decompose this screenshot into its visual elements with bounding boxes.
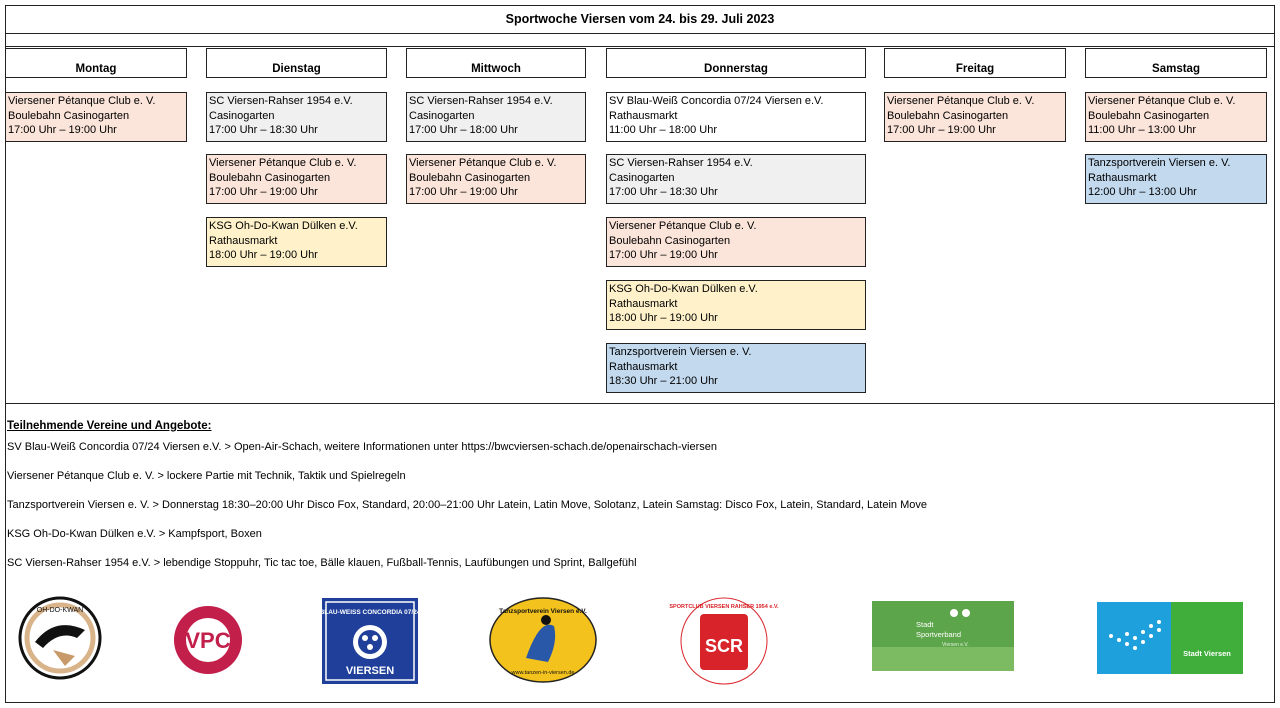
event-place: Boulebahn Casinogarten [409,171,531,184]
dance-logo-bottom-text: www.tanzen-in-viersen.de [511,670,575,676]
verband-line2: Sportverband [916,630,962,639]
event-club: Viersener Pétanque Club e. V. [887,95,1035,107]
sport-association-logo [872,601,1014,671]
event-time: 17:00 Uhr – 18:30 Uhr [609,186,718,198]
event-time: 11:00 Uhr – 18:00 Uhr [609,124,718,136]
event-card [884,92,1066,142]
event-time: 12:00 Uhr – 13:00 Uhr [1088,186,1197,198]
event-place: Casinogarten [409,109,475,122]
event-club: SC Viersen-Rahser 1954 e.V. [409,95,553,107]
martial-arts-logo-text: OH-DO-KWAN [36,607,84,614]
event-card [606,217,866,267]
info-line: SC Viersen-Rahser 1954 e.V. > lebendige Stoppuhr, Tic tac toe, Bälle klauen, Fußball-Tennis, Laufübungen und Sprint, Ballgefühl [7,557,637,569]
event-place: Boulebahn Casinogarten [8,109,130,122]
info-heading: Teilnehmende Vereine und Angebote: [7,420,212,432]
martial-arts-logo [15,596,105,680]
event-card [606,280,866,330]
event-place: Casinogarten [209,109,275,122]
event-time: 11:00 Uhr – 13:00 Uhr [1088,124,1197,136]
info-line: Viersener Pétanque Club e. V. > lockere Partie mit Technik, Taktik und Spielregeln [7,470,406,482]
event-card [606,154,866,204]
event-club: Tanzsportverein Viersen e. V. [609,346,752,358]
verband-line3: Viersen e.V. [942,642,969,648]
event-club: Viersener Pétanque Club e. V. [8,95,156,107]
event-club: Viersener Pétanque Club e. V. [409,157,557,169]
schedule-bottom-rule [5,403,1275,404]
event-time: 17:00 Uhr – 19:00 Uhr [609,249,718,261]
event-card [606,343,866,393]
day-header-freitag: Freitag [884,48,1066,78]
event-place: Rathausmarkt [609,360,678,373]
event-place: Rathausmarkt [609,297,678,310]
event-card [5,92,187,142]
event-club: Viersener Pétanque Club e. V. [609,220,757,232]
event-card [606,92,866,142]
event-card [206,154,387,204]
event-card [1085,92,1267,142]
dance-club-logo [488,596,598,684]
event-club: SC Viersen-Rahser 1954 e.V. [609,157,753,169]
page-title: Sportwoche Viersen vom 24. bis 29. Juli 2023 [5,5,1275,34]
title-spacer-row [5,33,1275,47]
info-line: KSG Oh-Do-Kwan Dülken e.V. > Kampfsport, Boxen [7,528,262,540]
day-header-samstag: Samstag [1085,48,1267,78]
event-card [406,154,586,204]
event-club: Viersener Pétanque Club e. V. [209,157,357,169]
day-header-mittwoch: Mittwoch [406,48,586,78]
football-logo-letters: SCR [704,636,744,656]
event-place: Boulebahn Casinogarten [1088,109,1210,122]
football-club-logo [669,596,779,686]
city-logo [1097,602,1243,674]
event-place: Rathausmarkt [209,234,278,247]
event-club: SC Viersen-Rahser 1954 e.V. [209,95,353,107]
event-time: 17:00 Uhr – 19:00 Uhr [8,124,117,136]
event-time: 17:00 Uhr – 19:00 Uhr [409,186,518,198]
info-line: SV Blau-Weiß Concordia 07/24 Viersen e.V. > Open-Air-Schach, weitere Informationen unter https://bwcviersen-schach.de/openairschach-viersen [7,441,717,453]
event-time: 18:30 Uhr – 21:00 Uhr [609,375,718,387]
day-header-dienstag: Dienstag [206,48,387,78]
football-logo-top-text: SPORTCLUB VIERSEN RAHSER 1954 e.V. [669,604,779,610]
event-place: Rathausmarkt [609,109,678,122]
petanque-logo-text: VPC [185,628,231,653]
concordia-top-text: BLAU-WEISS CONCORDIA 07/24 [319,609,421,616]
concordia-bottom-text: VIERSEN [345,665,395,677]
event-club: SV Blau-Weiß Concordia 07/24 Viersen e.V. [609,95,824,107]
city-logo-text: Stadt Viersen [1183,649,1231,658]
event-place: Boulebahn Casinogarten [609,234,731,247]
dance-logo-top-text: Tanzsportverein Viersen e.V. [499,608,587,615]
event-place: Boulebahn Casinogarten [209,171,331,184]
event-place: Casinogarten [609,171,675,184]
event-club: KSG Oh-Do-Kwan Dülken e.V. [609,283,758,295]
event-place: Rathausmarkt [1088,171,1157,184]
event-card [206,92,387,142]
event-card [406,92,586,142]
chess-club-shield-logo [319,598,421,684]
day-header-montag: Montag [5,48,187,78]
event-time: 17:00 Uhr – 18:30 Uhr [209,124,318,136]
event-club: Viersener Pétanque Club e. V. [1088,95,1236,107]
day-header-donnerstag: Donnerstag [606,48,866,78]
event-club: KSG Oh-Do-Kwan Dülken e.V. [209,220,358,232]
event-time: 18:00 Uhr – 19:00 Uhr [609,312,718,324]
event-club: Tanzsportverein Viersen e. V. [1088,157,1231,169]
event-time: 17:00 Uhr – 18:00 Uhr [409,124,518,136]
verband-line1: Stadt [916,620,934,629]
event-card [206,217,387,267]
event-card [1085,154,1267,204]
event-time: 17:00 Uhr – 19:00 Uhr [209,186,318,198]
petanque-club-logo [166,604,250,676]
event-time: 18:00 Uhr – 19:00 Uhr [209,249,318,261]
info-line: Tanzsportverein Viersen e. V. > Donnerstag 18:30–20:00 Uhr Disco Fox, Standard, 20:00–21:00 Uhr Latein, Latin Move, Solotanz, Latein Samstag: Disco Fox, Latein, Standard, Latein Move [7,499,927,511]
event-time: 17:00 Uhr – 19:00 Uhr [887,124,996,136]
event-place: Boulebahn Casinogarten [887,109,1009,122]
